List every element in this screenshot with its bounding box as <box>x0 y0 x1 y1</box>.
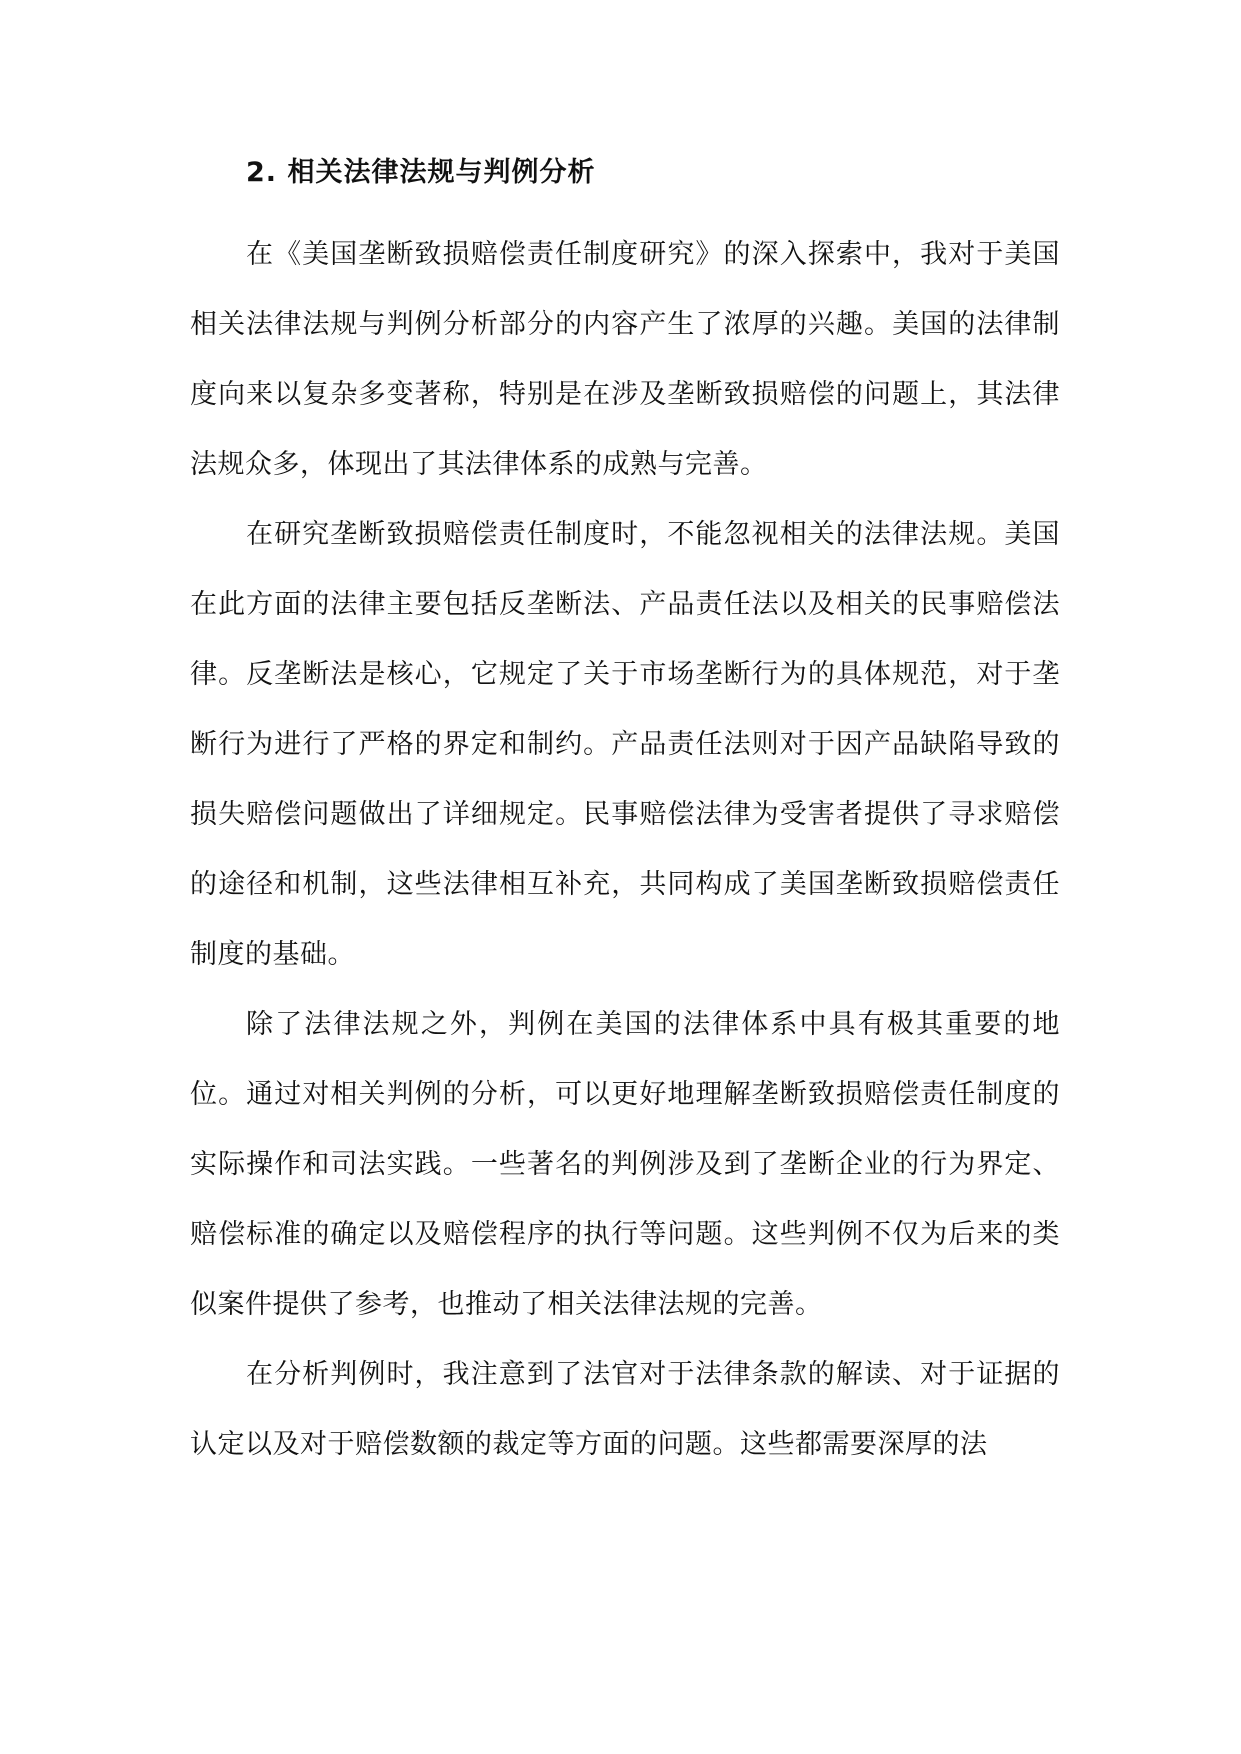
paragraph-4: 在分析判例时，我注意到了法官对于法律条款的解读、对于证据的认定以及对于赔偿数额的裁定等方面的问题。这些都需要深厚的法 <box>190 1359 1060 1460</box>
paragraph-3: 除了法律法规之外，判例在美国的法律体系中具有极其重要的地位。通过对相关判例的分析，可以更好地理解垄断致损赔偿责任制度的实际操作和司法实践。一些著名的判例涉及到了垄断企业的行为界定、赔偿标准的确定以及赔偿程序的执行等问题。这些判例不仅为后来的类似案件提供了参考，也推动了相关法律法规的完善。 <box>190 1009 1060 1320</box>
section-heading: 2. 相关法律法规与判例分析 <box>246 157 596 188</box>
paragraph-2: 在研究垄断致损赔偿责任制度时，不能忽视相关的法律法规。美国在此方面的法律主要包括反垄断法、产品责任法以及相关的民事赔偿法律。反垄断法是核心，它规定了关于市场垄断行为的具体规范，对于垄断行为进行了严格的界定和制约。产品责任法则对于因产品缺陷导致的损失赔偿问题做出了详细规定。民事赔偿法律为受害者提供了寻求赔偿的途径和机制，这些法律相互补充，共同构成了美国垄断致损赔偿责任制度的基础。 <box>190 519 1060 970</box>
paragraph-1: 在《美国垄断致损赔偿责任制度研究》的深入探索中，我对于美国相关法律法规与判例分析部分的内容产生了浓厚的兴趣。美国的法律制度向来以复杂多变著称，特别是在涉及垄断致损赔偿的问题上，其法律法规众多，体现出了其法律体系的成熟与完善。 <box>190 239 1060 480</box>
page-content <box>190 148 1060 1480</box>
